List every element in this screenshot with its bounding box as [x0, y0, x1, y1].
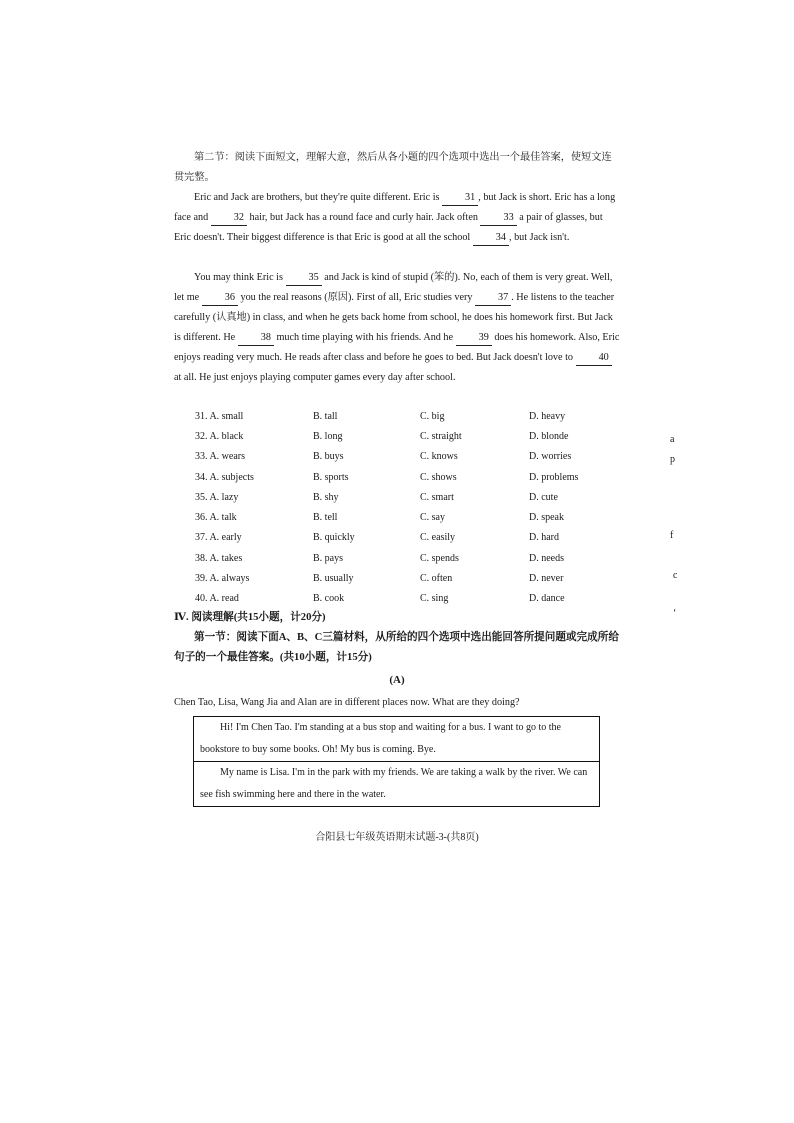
option-b: B. tell — [313, 512, 338, 523]
option-a: 38. A. takes — [195, 553, 243, 564]
option-b: B. sports — [313, 472, 349, 483]
option-c: C. straight — [420, 431, 462, 442]
passage-a-boxes — [193, 716, 600, 807]
option-row-37 — [195, 528, 615, 548]
option-a: 32. A. black — [195, 431, 244, 442]
option-d: D. dance — [529, 593, 565, 604]
passage-text: You may think Eric is — [194, 272, 286, 283]
option-b: B. pays — [313, 553, 343, 564]
blank-31: 31 — [442, 191, 478, 206]
option-c: C. big — [420, 411, 445, 422]
option-c: C. often — [420, 573, 453, 584]
option-a: 40. A. read — [195, 593, 239, 604]
option-row-36 — [195, 508, 615, 528]
option-d: D. blonde — [529, 431, 569, 442]
option-row-40 — [195, 589, 615, 609]
option-row-33 — [195, 447, 615, 467]
passage-text: you the real reasons (原因). First of all, Eric studies very — [237, 292, 476, 303]
passage-text: , but Jack isn't. — [508, 232, 570, 243]
option-c: C. easily — [420, 532, 455, 543]
option-c: C. knows — [420, 451, 458, 462]
blank-38: 38 — [238, 331, 274, 346]
option-row-31 — [195, 407, 615, 427]
margin-char: c — [673, 570, 678, 581]
passage-text: a pair of glasses, but Eric doesn't. Their biggest difference is that Eric is good at all the school — [174, 212, 603, 243]
passage-text: at all. He just enjoys playing computer games every day after school. — [174, 372, 456, 383]
margin-char: a — [670, 434, 675, 445]
margin-char: ‘ — [673, 608, 677, 619]
option-d: D. cute — [529, 492, 558, 503]
passage-a-label: (A) — [389, 674, 405, 686]
passage-text: , but Jack is short. Eric has a long face and — [174, 192, 616, 223]
blank-34: 34 — [473, 231, 509, 246]
passage-text: does his homework. Also, Eric enjoys reading very much. He reads after class and before he goes to bed. But Jack doesn't love to — [174, 332, 620, 363]
passage-text: hair, but Jack has a round face and curly hair. Jack often — [246, 212, 481, 223]
option-row-38 — [195, 549, 615, 569]
passage-a-box-chen-tao — [194, 717, 599, 761]
passage-a-box-lisa — [194, 761, 599, 806]
passage-text: and Jack is kind of stupid (笨的). No, each of them is very great. Well, let me — [174, 272, 613, 303]
option-a: 31. A. small — [195, 411, 244, 422]
margin-char: p — [670, 454, 675, 465]
option-d: D. needs — [529, 553, 564, 564]
option-d: D. worries — [529, 451, 572, 462]
option-d: D. hard — [529, 532, 559, 543]
blank-39: 39 — [456, 331, 492, 346]
option-a: 36. A. talk — [195, 512, 237, 523]
blank-40: 40 — [576, 351, 612, 366]
blank-35: 35 — [286, 271, 322, 286]
box-text: My name is Lisa. I'm in the park with my friends. We are taking a walk by the river. We can see fish swimming here and there in the water. — [200, 767, 588, 800]
part-four-section-one: 第一节：阅读下面A、B、C三篇材料，从所给的四个选项中选出能回答所提问题或完成所给句子的一个最佳答案。(共10小题，计15分) — [174, 632, 619, 663]
blank-33: 33 — [480, 211, 516, 226]
option-b: B. cook — [313, 593, 345, 604]
passage-text: . He listens to the teacher carefully (认真地) in class, and when he gets back home from school, he does his homework first. But Jack is different. He — [174, 292, 615, 343]
section-two-instructions: 第二节：阅读下面短文，理解大意，然后从各小题的四个选项中选出一个最佳答案，使短文连贯完整。 — [174, 152, 612, 183]
box-text: Hi! I'm Chen Tao. I'm standing at a bus stop and waiting for a bus. I want to go to the bookstore to buy some books. Oh! My bus is coming. Bye. — [200, 722, 561, 755]
option-d: D. never — [529, 573, 564, 584]
passage-paragraph-2 — [174, 268, 620, 388]
option-a: 35. A. lazy — [195, 492, 239, 503]
option-c: C. sing — [420, 593, 449, 604]
option-d: D. problems — [529, 472, 579, 483]
option-b: B. long — [313, 431, 343, 442]
option-c: C. shows — [420, 472, 457, 483]
option-b: B. shy — [313, 492, 339, 503]
option-c: C. smart — [420, 492, 454, 503]
page-footer: 合阳县七年级英语期末试题-3-(共8页) — [315, 832, 479, 843]
option-row-39 — [195, 569, 615, 589]
option-row-34 — [195, 468, 615, 488]
option-row-32 — [195, 427, 615, 447]
option-b: B. buys — [313, 451, 344, 462]
option-c: C. spends — [420, 553, 459, 564]
blank-32: 32 — [211, 211, 247, 226]
option-d: D. heavy — [529, 411, 566, 422]
blank-36: 36 — [202, 291, 238, 306]
option-a: 37. A. early — [195, 532, 242, 543]
passage-text: Eric and Jack are brothers, but they're quite different. Eric is — [194, 192, 443, 203]
blank-37: 37 — [475, 291, 511, 306]
passage-a-intro: Chen Tao, Lisa, Wang Jia and Alan are in different places now. What are they doing? — [174, 697, 520, 708]
option-c: C. say — [420, 512, 445, 523]
option-b: B. tall — [313, 411, 338, 422]
part-four-heading: Ⅳ. 阅读理解(共15小题，计20分) — [174, 612, 326, 623]
option-b: B. quickly — [313, 532, 355, 543]
option-row-35 — [195, 488, 615, 508]
option-a: 34. A. subjects — [195, 472, 254, 483]
margin-char: f — [670, 530, 674, 541]
passage-paragraph-1 — [174, 188, 620, 248]
option-b: B. usually — [313, 573, 354, 584]
option-a: 39. A. always — [195, 573, 250, 584]
passage-text: much time playing with his friends. And he — [273, 332, 456, 343]
option-a: 33. A. wears — [195, 451, 245, 462]
option-d: D. speak — [529, 512, 564, 523]
